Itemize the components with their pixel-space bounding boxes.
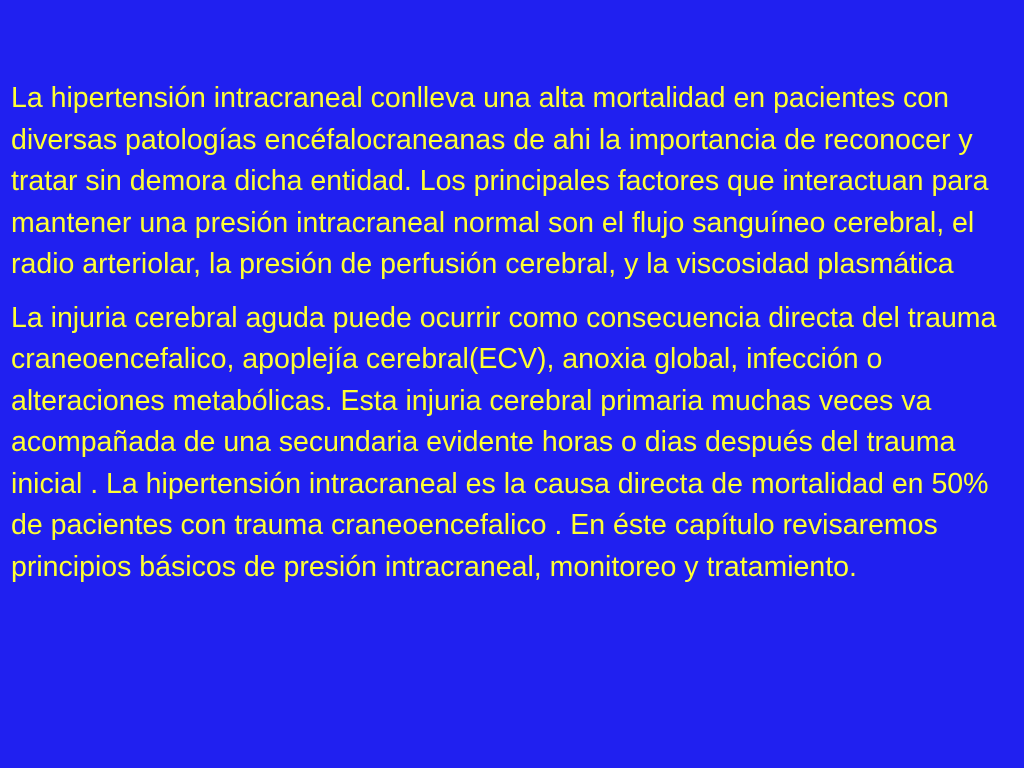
paragraph-intro: La hipertensión intracraneal conlleva una alta mortalidad en pacientes con diversas patologías encéfalocraneanas de ahi la importancia de reconocer y tratar sin demora dicha entidad. Los principales factores que interactuan para mantener una presión intracraneal normal son el flujo sanguíneo cerebral, el radio arteriolar, la presión de perfusión cerebral, y la viscosidad plasmática bbox=[11, 82, 989, 280]
paragraph-injury: La injuria cerebral aguda puede ocurrir como consecuencia directa del trauma craneoencefalico, apoplejía cerebral(ECV), anoxia global, infección o alteraciones metabólicas. Esta injuria cerebral primaria muchas veces va acompañada de una secundaria evidente horas o dias después del trauma inicial . La hipertensión intracraneal es la causa directa de mortalidad en 50% de pacientes con trauma craneoencefalico . En éste capítulo revisaremos principios básicos de presión intracraneal, monitoreo y tratamiento. bbox=[11, 301, 997, 583]
